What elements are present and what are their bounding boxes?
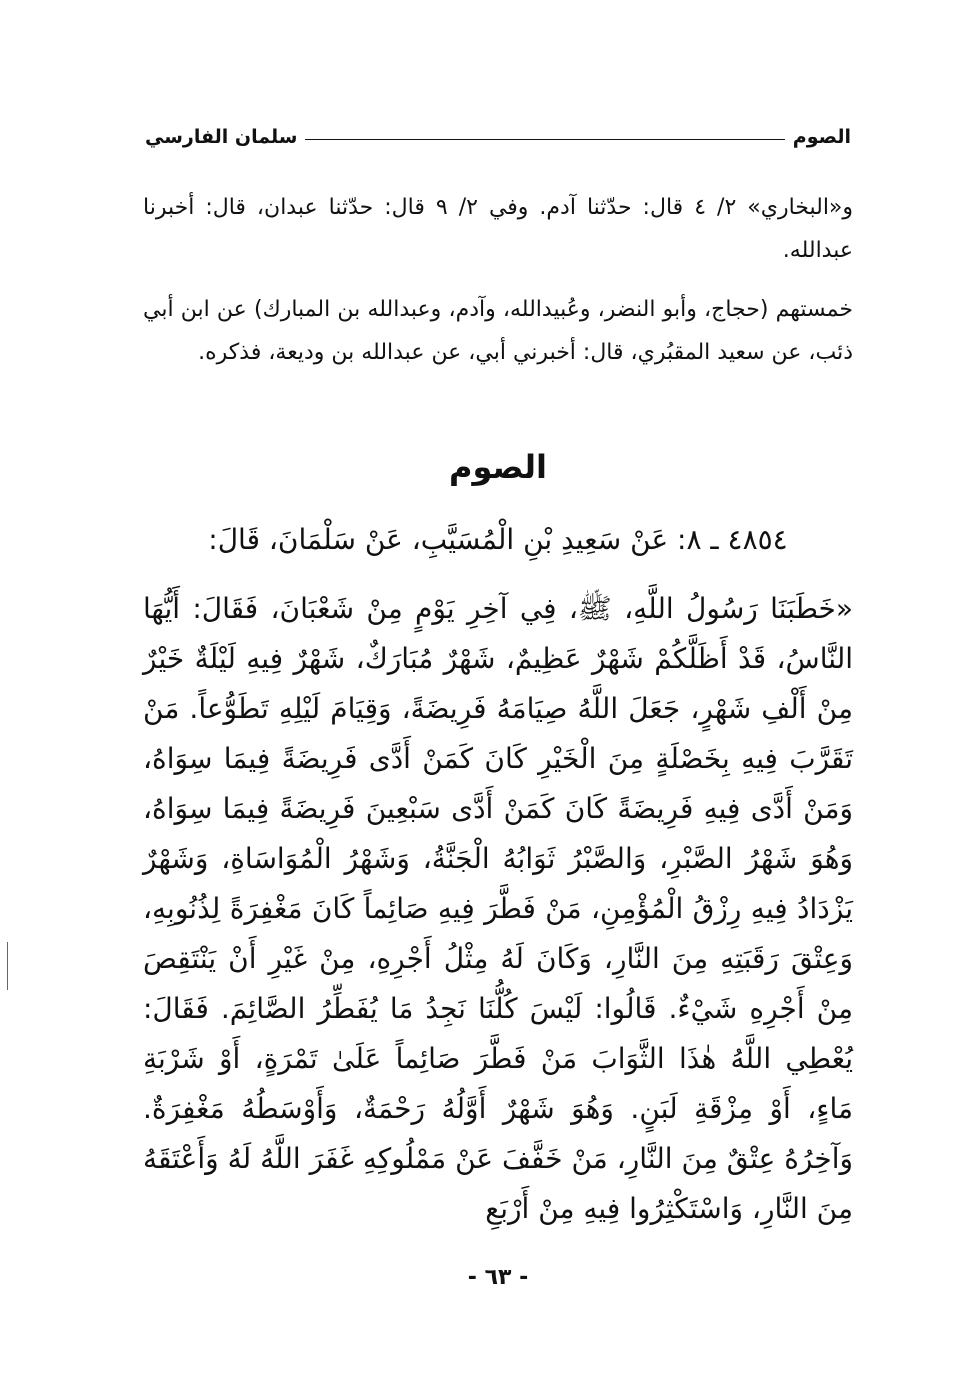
source-reference-paragraph: و«البخاري» ٢/ ٤ قال: حدّثنا آدم. وفي ٢/ ٩ قال: حدّثنا عبدان، قال: أخبرنا عبدالله. — [143, 195, 854, 263]
scan-edge-mark — [7, 942, 8, 990]
header-chapter-title: الصوم — [792, 126, 851, 148]
hadith-text: «خَطَبَنَا رَسُولُ اللَّهِ، ﷺ، فِي آخِرِ يَوْمٍ مِنْ شَعْبَانَ، فَقَالَ: أَيُّهَا النَّاسُ، قَدْ أَظَلَّكُمْ شَهْرٌ عَظِيمٌ، شَهْرٌ مُبَارَكٌ، شَهْرٌ فِيهِ لَيْلَةٌ خَيْرٌ مِنْ أَلْفِ شَهْرٍ، جَعَلَ اللَّهُ صِيَامَهُ فَرِيضَةً، وَقِيَامَ لَيْلِهِ تَطَوُّعاً. مَنْ تَقَرَّبَ فِيهِ بِخَصْلَةٍ مِنَ الْخَيْرِ كَانَ كَمَنْ أَدَّى فَرِيضَةً فِيمَا سِوَاهُ، وَمَنْ أَدَّى فِيهِ فَرِيضَةً كَانَ كَمَنْ أَدَّى سَبْعِينَ فَرِيضَةً فِيمَا سِوَاهُ، وَهُوَ شَهْرُ الصَّبْرِ، وَالصَّبْرُ ثَوَابُهُ الْجَنَّةُ، وَشَهْرُ الْمُوَاسَاةِ، وَشَهْرٌ يَزْدَادُ فِيهِ رِزْقُ الْمُؤْمِنِ، مَنْ فَطَّرَ فِيهِ صَائِماً كَانَ مَغْفِرَةً لِذُنُوبِهِ، وَعِتْقَ رَقَبَتِهِ مِنَ النَّارِ، وَكَانَ لَهُ مِثْلُ أَجْرِهِ، مِنْ غَيْرِ أَنْ يَنْتَقِصَ مِنْ أَجْرِهِ شَيْءٌ. قَالُوا: لَيْسَ كُلُّنَا نَجِدُ مَا يُفَطِّرُ الصَّائِمَ. فَقَالَ: يُعْطِي اللَّهُ هٰذَا الثَّوَابَ مَنْ فَطَّرَ صَائِماً عَلَىٰ تَمْرَةٍ، أَوْ شَرْبَةِ مَاءٍ، أَوْ مِزْقَةِ لَبَنٍ. وَهُوَ شَهْرٌ أَوَّلُهُ رَحْمَةٌ، وَأَوْسَطُهُ مَغْفِرَةٌ. وَآخِرُهُ عِتْقٌ مِنَ النَّارِ، مَنْ خَفَّفَ عَنْ مَمْلُوكِهِ غَفَرَ اللَّهُ لَهُ وَأَعْتَقَهُ مِنَ النَّارِ، وَاسْتَكْثِرُوا فِيهِ مِنْ أَرْبَعِ — [143, 592, 853, 1225]
header-companion-name: سلمان الفارسي — [145, 126, 298, 148]
running-header — [145, 120, 851, 154]
hadith-heading: ٤٨٥٤ ـ ٨: عَنْ سَعِيدِ بْنِ الْمُسَيَّبِ، عَنْ سَلْمَانَ، قَالَ: — [208, 523, 788, 556]
page-number: - ٦٣ - — [467, 1265, 529, 1290]
section-title: الصوم — [448, 448, 548, 486]
header-rule — [305, 139, 784, 140]
narration-chain-paragraph: خمستهم (حجاج، وأبو النضر، وعُبيدالله، وآدم، وعبدالله بن المبارك) عن ابن أبي ذئب، عن سعيد المقبُري، قال: أخبرني أبي، عن عبدالله بن وديعة، فذكره. — [143, 297, 853, 365]
